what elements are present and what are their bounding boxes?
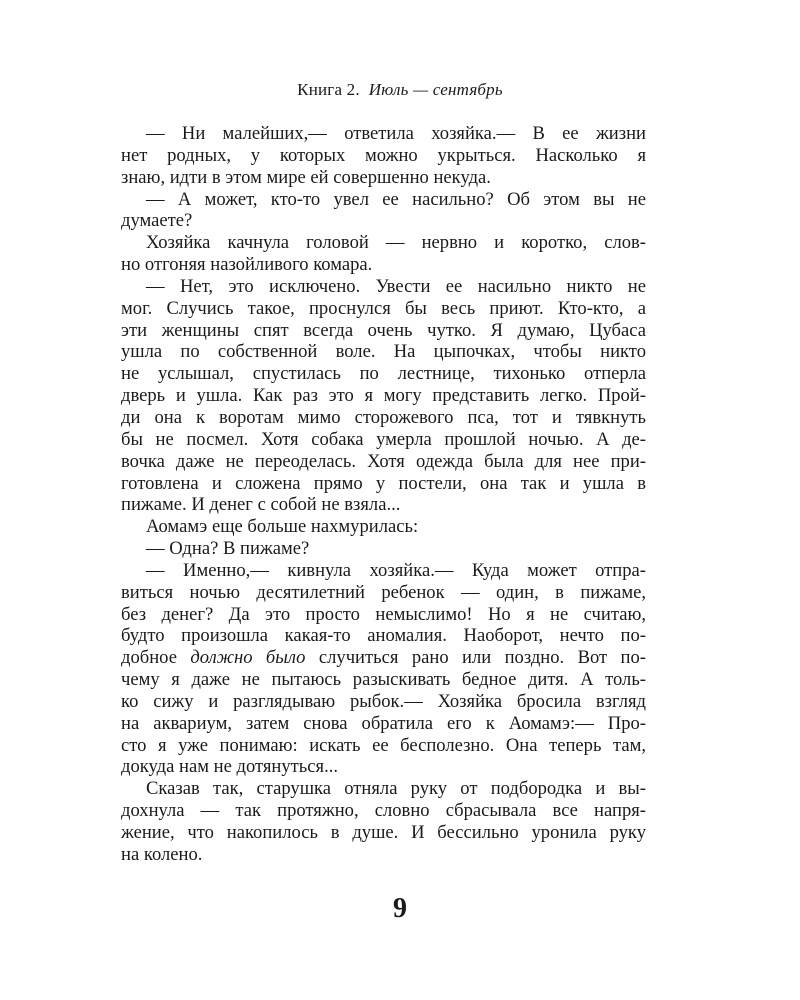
line-text: бы не посмел. Хотя собака умерла прошлой ночью. А де- <box>121 428 646 450</box>
part-title: Июль — сентябрь <box>368 80 503 99</box>
text-line <box>121 822 646 844</box>
text-line <box>121 538 646 560</box>
line-text: — А может, кто-то увел ее насильно? Об этом вы не <box>146 188 646 210</box>
line-text: жение, что накопилось в душе. И бессильно уронила руку <box>121 822 646 843</box>
line-text: на аквариум, затем снова обратила его к Аомамэ:— Про- <box>121 712 646 734</box>
line-text: не услышал, спустилась по лестнице, тихонько отперла <box>121 363 646 385</box>
line-text: будто произошла какая-то аномалия. Наоборот, нечто по- <box>121 625 646 647</box>
line-text: ко сижу и разглядываю рыбок.— Хозяйка бросила взгляд <box>121 690 646 712</box>
text-line <box>121 560 646 582</box>
line-text: Сказав так, старушка отняла руку от подбородка и вы- <box>146 778 646 800</box>
text-line <box>121 625 646 647</box>
line-text: Хозяйка качнула головой — нервно и коротко, слов- <box>146 232 646 254</box>
line-text: — Именно,— кивнула хозяйка.— Куда может отпра- <box>146 559 646 581</box>
line-text: случиться рано или поздно. Вот по- <box>305 647 647 669</box>
line-text: нет родных, у которых можно укрыться. Насколько я <box>121 144 646 166</box>
text-line <box>121 735 646 757</box>
line-text: дохнула — так протяжно, словно сбрасывала все напря- <box>121 800 646 822</box>
text-line <box>121 363 646 385</box>
line-text: чему я даже не пытаюсь разыскивать бедное дитя. А толь- <box>121 669 646 691</box>
text-line <box>121 451 646 473</box>
text-line <box>121 429 646 451</box>
emphasis-text: должно было <box>190 647 306 669</box>
line-text: виться ночью десятилетний ребенок — один, в пижаме, <box>121 581 646 603</box>
line-text: Аомамэ еще больше нахмурилась: <box>146 516 419 538</box>
line-text: готовлена и сложена прямо у постели, она так и ушла в <box>121 472 646 494</box>
text-line <box>121 385 646 407</box>
text-line <box>121 713 646 735</box>
text-line <box>121 123 646 145</box>
line-text: — Ни малейших,— ответила хозяйка.— В ее жизни <box>146 123 646 144</box>
text-line <box>121 276 646 298</box>
line-text: без денег? Да это просто немыслимо! Но я не считаю, <box>121 603 646 625</box>
line-text: знаю, идти в этом мире ей совершенно некуда. <box>121 166 491 188</box>
line-text: думаете? <box>121 210 193 232</box>
line-text: добное <box>121 647 191 669</box>
text-line <box>121 582 646 604</box>
text-line <box>121 473 646 495</box>
running-head <box>0 80 800 100</box>
text-line <box>121 232 646 254</box>
body-text <box>121 123 646 866</box>
text-line <box>121 647 646 669</box>
line-text: но отгоняя назойливого комара. <box>121 254 373 276</box>
text-line <box>121 189 646 211</box>
text-line <box>121 145 646 167</box>
text-line <box>121 844 646 866</box>
line-text: дверь и ушла. Как раз это я могу представить легко. Прой- <box>121 385 646 407</box>
text-line <box>121 691 646 713</box>
line-text: мог. Случись такое, проснулся бы весь приют. Кто-кто, а <box>121 297 646 319</box>
line-text: вочка даже не переоделась. Хотя одежда была для нее при- <box>121 450 646 472</box>
text-line <box>121 516 646 538</box>
text-line <box>121 320 646 342</box>
line-text: пижаме. И денег с собой не взяла... <box>121 494 401 516</box>
text-line <box>121 210 646 232</box>
line-text: сто я уже понимаю: искать ее бесполезно. Она теперь там, <box>121 734 646 756</box>
text-line <box>121 167 646 189</box>
text-line <box>121 254 646 276</box>
line-text: на колено. <box>121 843 203 865</box>
line-text: ди она к воротам мимо сторожевого пса, тот и тявкнуть <box>121 406 646 428</box>
line-text: ушла по собственной воле. На цыпочках, чтобы никто <box>121 341 646 363</box>
book-label: Книга 2. <box>297 80 360 99</box>
text-line <box>121 669 646 691</box>
page-number: 9 <box>393 893 407 924</box>
text-line <box>121 298 646 320</box>
line-text: докуда нам не дотянуться... <box>121 756 339 778</box>
text-line <box>121 604 646 626</box>
text-line <box>121 756 646 778</box>
text-line <box>121 494 646 516</box>
text-line <box>121 407 646 429</box>
text-line <box>121 341 646 363</box>
text-line <box>121 778 646 800</box>
line-text: — Нет, это исключено. Увести ее насильно никто не <box>146 275 646 297</box>
line-text: эти женщины спят всегда очень чутко. Я думаю, Цубаса <box>121 319 646 341</box>
line-text: — Одна? В пижаме? <box>146 538 310 560</box>
text-line <box>121 800 646 822</box>
